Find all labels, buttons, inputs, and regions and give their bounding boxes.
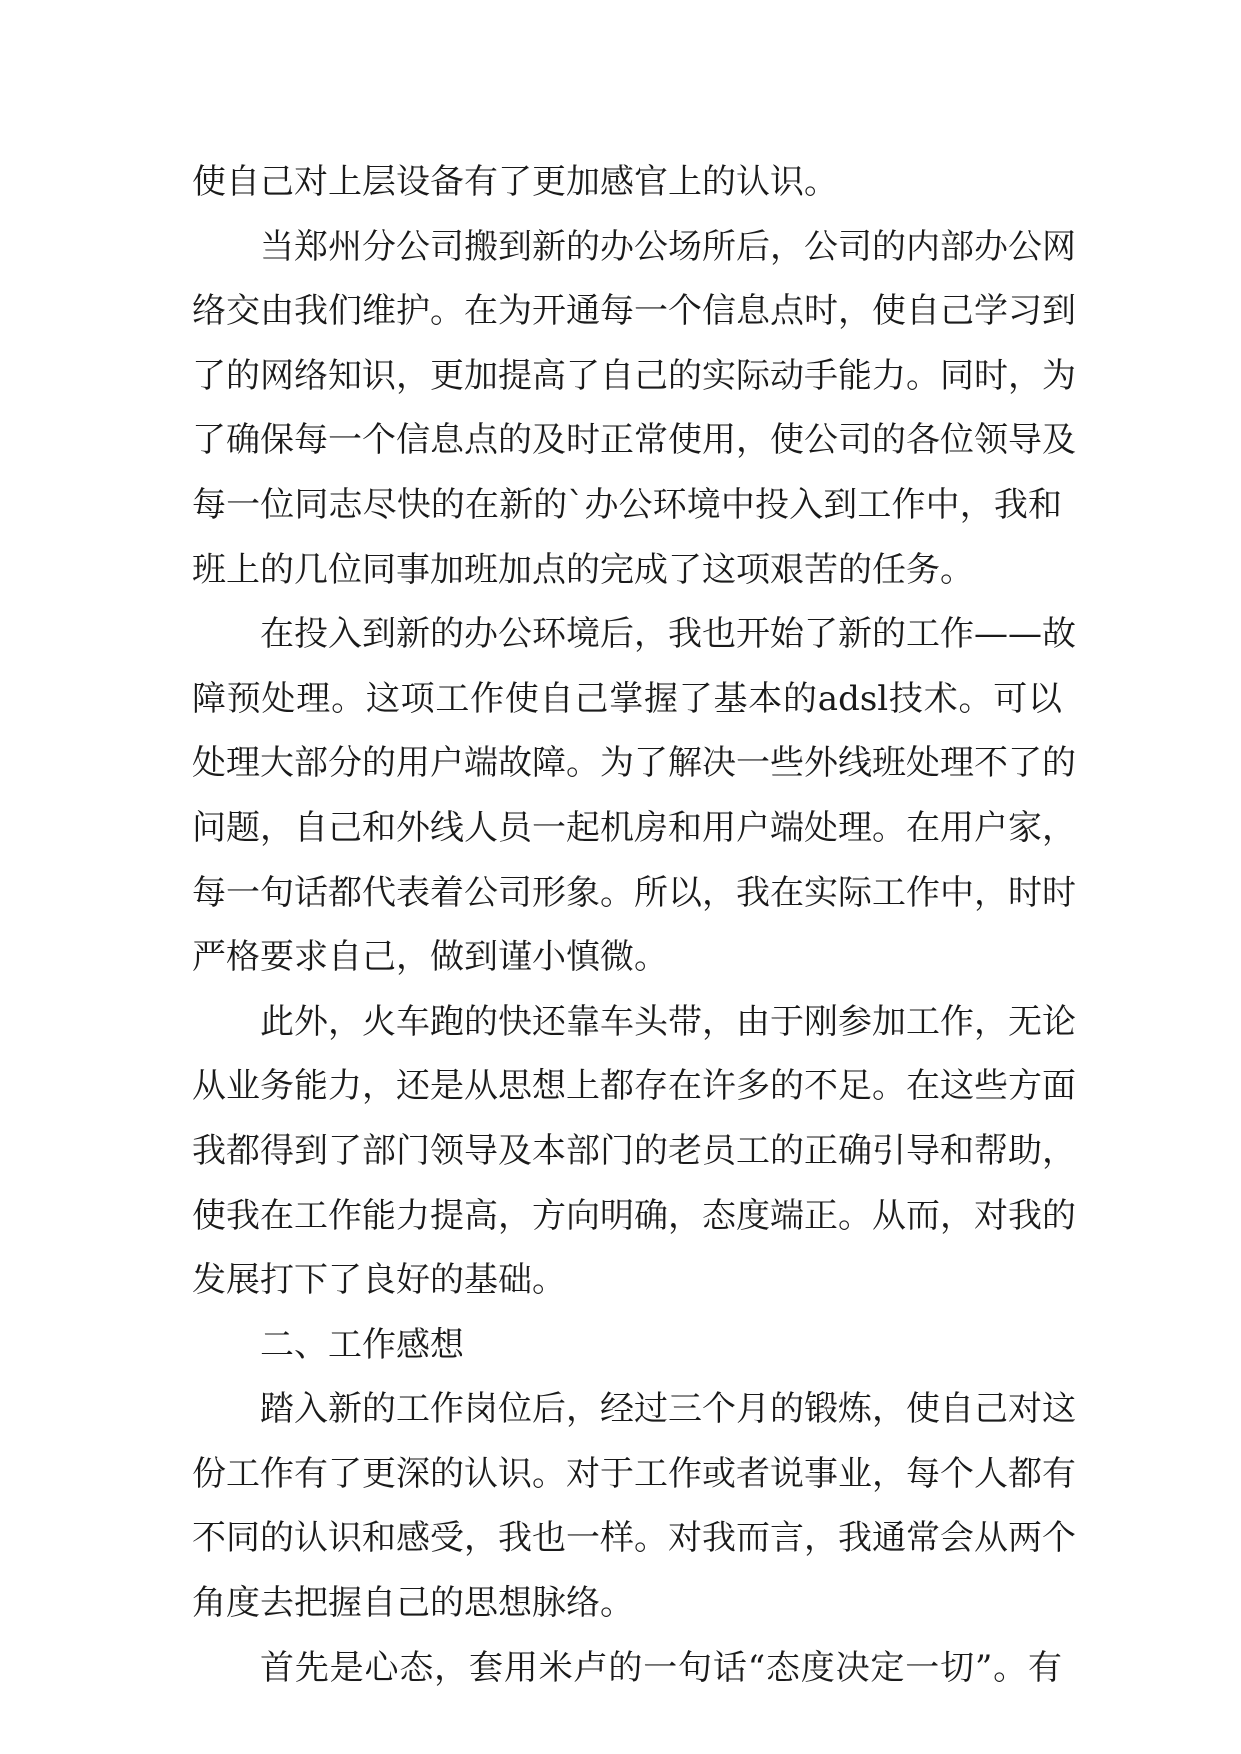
- text-line: 角度去把握自己的思想脉络。: [192, 1583, 634, 1624]
- text-line: 了确保每一个信息点的及时正常使用，使公司的各位领导及: [192, 420, 1076, 461]
- text-line: 问题，自己和外线人员一起机房和用户端处理。在用户家，: [192, 807, 1076, 848]
- paragraph-first-line: 首先是心态，套用米卢的一句话“态度决定一切”。有: [260, 1647, 1062, 1688]
- text-line: 使我在工作能力提高，方向明确，态度端正。从而，对我的: [192, 1195, 1076, 1236]
- section-heading: 二、工作感想: [260, 1324, 464, 1365]
- text-line: 络交由我们维护。在为开通每一个信息点时，使自己学习到: [192, 291, 1076, 332]
- document-body: [192, 150, 1076, 1700]
- paragraph-first-line: 在投入到新的办公环境后，我也开始了新的工作——故: [260, 614, 1076, 655]
- paragraph-first-line: 当郑州分公司搬到新的办公场所后，公司的内部办公网: [260, 226, 1076, 267]
- text-line: 使自己对上层设备有了更加感官上的认识。: [192, 162, 838, 202]
- text-line: 每一句话都代表着公司形象。所以，我在实际工作中，时时: [192, 872, 1076, 913]
- text-line: 我都得到了部门领导及本部门的老员工的正确引导和帮助，: [192, 1130, 1076, 1171]
- text-line: 每一位同志尽快的在新的`办公环境中投入到工作中，我和: [192, 484, 1062, 525]
- text-line: 了的网络知识，更加提高了自己的实际动手能力。同时，为: [192, 355, 1076, 396]
- text-line: 处理大部分的用户端故障。为了解决一些外线班处理不了的: [192, 743, 1076, 784]
- text-line: 份工作有了更深的认识。对于工作或者说事业，每个人都有: [192, 1453, 1076, 1494]
- text-line: 不同的认识和感受，我也一样。对我而言，我通常会从两个: [192, 1518, 1076, 1559]
- paragraph-first-line: 踏入新的工作岗位后，经过三个月的锻炼，使自己对这: [260, 1389, 1076, 1430]
- text-line: 障预处理。这项工作使自己掌握了基本的adsl技术。可以: [192, 678, 1062, 719]
- text-line: 班上的几位同事加班加点的完成了这项艰苦的任务。: [192, 549, 974, 590]
- text-line: 从业务能力，还是从思想上都存在许多的不足。在这些方面: [192, 1066, 1076, 1107]
- text-line: 严格要求自己，做到谨小慎微。: [192, 937, 668, 978]
- text-line: 发展打下了良好的基础。: [192, 1260, 566, 1301]
- paragraph-first-line: 此外，火车跑的快还靠车头带，由于刚参加工作，无论: [260, 1001, 1076, 1042]
